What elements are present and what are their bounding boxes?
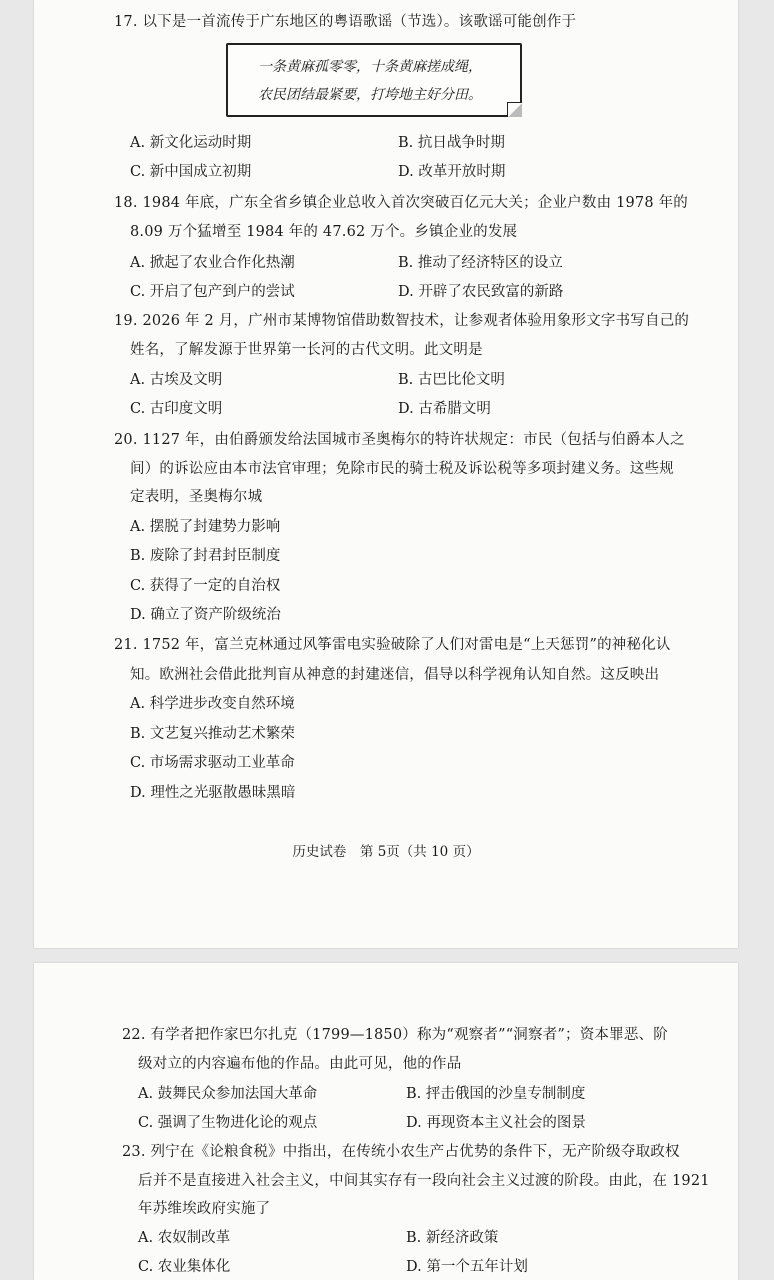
q20-option-c[interactable]: C. 获得了一定的自治权 <box>130 578 281 594</box>
q18-stem-line-2: 8.09 万个猛增至 1984 年的 47.62 万个。乡镇企业的发展 <box>130 224 518 240</box>
q22-option-a[interactable]: A. 鼓舞民众参加法国大革命 <box>138 1086 318 1102</box>
q19-option-d[interactable]: D. 古希腊文明 <box>398 401 491 417</box>
q23-option-b[interactable]: B. 新经济政策 <box>406 1230 499 1246</box>
q17-option-b[interactable]: B. 抗日战争时期 <box>398 135 505 151</box>
q21-stem-line-1: 21. 1752 年，富兰克林通过风筝雷电实验破除了人们对雷电是“上天惩罚”的神秘化认 <box>114 637 671 653</box>
q21-option-c[interactable]: C. 市场需求驱动工业革命 <box>130 755 295 771</box>
q19-stem-line-2: 姓名，了解发源于世界第一长河的古代文明。此文明是 <box>130 342 483 358</box>
q17-poem-line-1: 一条黄麻孤零零，十条黄麻搓成绳， <box>258 59 482 75</box>
q18-stem-line-1: 18. 1984 年底，广东全省乡镇企业总收入首次突破百亿元大关；企业户数由 1978 年的 <box>114 195 688 211</box>
q22-stem-line-1: 22. 有学者把作家巴尔扎克（1799—1850）称为“观察者”“洞察者”；资本罪恶、阶 <box>122 1027 668 1043</box>
q20-option-a[interactable]: A. 摆脱了封建势力影响 <box>130 519 281 535</box>
q23-stem-line-1: 23. 列宁在《论粮食税》中指出，在传统小农生产占优势的条件下，无产阶级夺取政权 <box>122 1144 680 1160</box>
q17-option-d[interactable]: D. 改革开放时期 <box>398 164 506 180</box>
q20-stem-line-1: 20. 1127 年，由伯爵颁发给法国城市圣奥梅尔的特许状规定：市民（包括与伯爵本人之 <box>114 432 685 448</box>
q21-stem-line-2: 知。欧洲社会借此批判盲从神意的封建迷信，倡导以科学视角认知自然。这反映出 <box>130 667 660 683</box>
q19-option-a[interactable]: A. 古埃及文明 <box>130 372 223 388</box>
q18-option-c[interactable]: C. 开启了包产到户的尝试 <box>130 284 295 300</box>
q17-stem: 17. 以下是一首流传于广东地区的粤语歌谣（节选）。该歌谣可能创作于 <box>114 14 577 30</box>
q23-option-d[interactable]: D. 第一个五年计划 <box>406 1259 528 1275</box>
q23-stem-line-3: 年苏维埃政府实施了 <box>138 1201 271 1217</box>
q22-option-d[interactable]: D. 再现资本主义社会的图景 <box>406 1115 586 1131</box>
q22-stem-line-2: 级对立的内容遍布他的作品。由此可见，他的作品 <box>138 1056 462 1072</box>
q20-option-d[interactable]: D. 确立了资产阶级统治 <box>130 607 281 623</box>
q22-option-c[interactable]: C. 强调了生物进化论的观点 <box>138 1115 318 1131</box>
q23-option-a[interactable]: A. 农奴制改革 <box>138 1230 231 1246</box>
q17-poem-line-2: 农民团结最紧要，打垮地主好分田。 <box>258 87 482 103</box>
exam-page-5 <box>34 0 738 948</box>
q20-option-b[interactable]: B. 废除了封君封臣制度 <box>130 548 281 564</box>
q21-option-d[interactable]: D. 理性之光驱散愚昧黑暗 <box>130 785 296 801</box>
q18-option-d[interactable]: D. 开辟了农民致富的新路 <box>398 284 564 300</box>
q23-option-c[interactable]: C. 农业集体化 <box>138 1259 231 1275</box>
q21-option-b[interactable]: B. 文艺复兴推动艺术繁荣 <box>130 726 295 742</box>
q18-option-b[interactable]: B. 推动了经济特区的设立 <box>398 255 563 271</box>
q17-option-c[interactable]: C. 新中国成立初期 <box>130 164 252 180</box>
q19-stem-line-1: 19. 2026 年 2 月，广州市某博物馆借助数智技术，让参观者体验用象形文字书写自己的 <box>114 313 690 329</box>
exam-page-6 <box>34 963 738 1280</box>
q22-option-b[interactable]: B. 抨击俄国的沙皇专制制度 <box>406 1086 586 1102</box>
q18-option-a[interactable]: A. 掀起了农业合作化热潮 <box>130 255 295 271</box>
page-footer: 历史试卷 第 5页（共 10 页） <box>292 844 480 860</box>
q17-poem-box <box>226 43 522 117</box>
q17-option-a[interactable]: A. 新文化运动时期 <box>130 135 252 151</box>
q19-option-c[interactable]: C. 古印度文明 <box>130 401 223 417</box>
q20-stem-line-3: 定表明，圣奥梅尔城 <box>130 489 263 505</box>
q23-stem-line-2: 后并不是直接进入社会主义，中间其实存有一段向社会主义过渡的阶段。由此，在 1921 <box>138 1173 710 1189</box>
q19-option-b[interactable]: B. 古巴比伦文明 <box>398 372 505 388</box>
q20-stem-line-2: 间）的诉讼应由本市法官审理；免除市民的骑士税及诉讼税等多项封建义务。这些规 <box>130 461 674 477</box>
q21-option-a[interactable]: A. 科学进步改变自然环境 <box>130 696 295 712</box>
